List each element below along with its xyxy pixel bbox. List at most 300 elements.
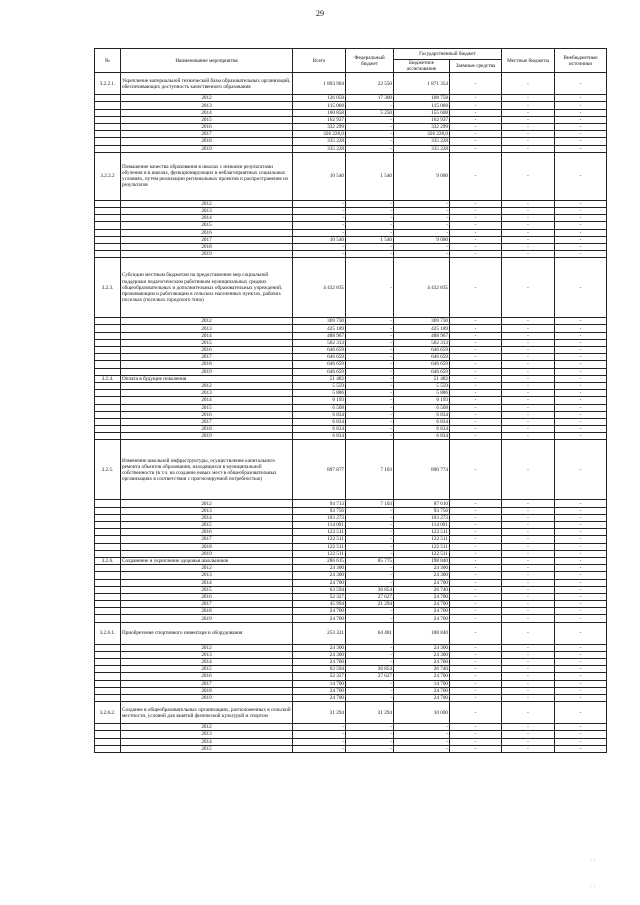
summary-total-cell: 286 615 — [293, 557, 346, 564]
section-row — [95, 557, 607, 564]
total-cell: 5 559 — [293, 382, 346, 389]
summary-state-budget-cell: 9 000 — [394, 152, 450, 200]
year-cell: 2018 — [121, 361, 293, 368]
year-cell: 2014 — [121, 332, 293, 339]
state-budget-cell: 24 700 — [394, 694, 450, 701]
state-budget-cell: - — [394, 724, 450, 731]
header-state-credit: Заемные средства — [450, 60, 502, 73]
table-row — [95, 731, 607, 738]
year-cell: 2013 — [121, 390, 293, 397]
state-budget-cell: 24 300 — [394, 651, 450, 658]
total-cell: 646 659 — [293, 368, 346, 375]
state-budget-cell: 6 834 — [394, 433, 450, 440]
state-credit-cell: - — [450, 433, 502, 440]
year-cell: 2012 — [121, 318, 293, 325]
federal-cell: - — [346, 659, 394, 666]
year-cell: 2017 — [121, 601, 293, 608]
state-credit-cell: - — [450, 95, 502, 102]
summary-local-cell: - — [502, 152, 555, 200]
state-credit-cell: - — [450, 543, 502, 550]
local-cell: - — [502, 608, 555, 615]
state-budget-cell: 26 740 — [394, 586, 450, 593]
empty-code-cell — [95, 529, 121, 536]
local-cell: - — [502, 368, 555, 375]
state-credit-cell: - — [450, 666, 502, 673]
local-cell: - — [502, 601, 555, 608]
offbudget-cell: - — [555, 404, 607, 411]
total-cell: 488 967 — [293, 332, 346, 339]
summary-state-budget-cell: 4 432 835 — [394, 258, 450, 318]
federal-cell: - — [346, 543, 394, 550]
year-cell: 2016 — [121, 124, 293, 131]
table-row — [95, 138, 607, 145]
total-cell: - — [293, 207, 346, 214]
empty-code-cell — [95, 332, 121, 339]
table-row — [95, 601, 607, 608]
state-budget-cell: 26 740 — [394, 666, 450, 673]
header-local: Местные бюджеты — [502, 49, 555, 73]
table-row — [95, 529, 607, 536]
offbudget-cell: - — [555, 529, 607, 536]
header-name: Наименование мероприятия — [121, 49, 293, 73]
empty-code-cell — [95, 382, 121, 389]
local-cell: - — [502, 418, 555, 425]
total-cell: 114 091 — [293, 522, 346, 529]
state-credit-cell: - — [450, 229, 502, 236]
state-budget-cell: 24 700 — [394, 615, 450, 622]
table-row — [95, 615, 607, 622]
year-cell: 2014 — [121, 659, 293, 666]
federal-cell: - — [346, 207, 394, 214]
empty-code-cell — [95, 514, 121, 521]
local-cell: - — [502, 318, 555, 325]
empty-code-cell — [95, 138, 121, 145]
total-cell: 6 834 — [293, 426, 346, 433]
section-code: 3.2.2.1. — [95, 73, 121, 95]
local-cell: - — [502, 694, 555, 701]
state-credit-cell: - — [450, 593, 502, 600]
table-row — [95, 565, 607, 572]
offbudget-cell: - — [555, 615, 607, 622]
table-row — [95, 433, 607, 440]
table-row — [95, 608, 607, 615]
table-row — [95, 102, 607, 109]
year-cell: 2019 — [121, 251, 293, 258]
year-cell: 2012 — [121, 95, 293, 102]
offbudget-cell: - — [555, 145, 607, 152]
year-cell: 2012 — [121, 200, 293, 207]
year-cell: 2019 — [121, 615, 293, 622]
empty-code-cell — [95, 347, 121, 354]
state-credit-cell: - — [450, 347, 502, 354]
state-credit-cell: - — [450, 507, 502, 514]
total-cell: 425 189 — [293, 325, 346, 332]
table-row — [95, 651, 607, 658]
offbudget-cell: - — [555, 745, 607, 752]
offbudget-cell: - — [555, 318, 607, 325]
federal-cell: - — [346, 382, 394, 389]
state-budget-cell: 14 700 — [394, 680, 450, 687]
empty-code-cell — [95, 666, 121, 673]
table-row — [95, 404, 607, 411]
federal-cell: 7 103 — [346, 500, 394, 507]
table-row — [95, 124, 607, 131]
year-cell: 2013 — [121, 507, 293, 514]
state-budget-cell: 24 700 — [394, 659, 450, 666]
empty-code-cell — [95, 251, 121, 258]
table-row — [95, 738, 607, 745]
state-credit-cell: - — [450, 207, 502, 214]
offbudget-cell: - — [555, 514, 607, 521]
state-budget-cell: - — [394, 738, 450, 745]
state-credit-cell: - — [450, 608, 502, 615]
state-credit-cell: - — [450, 522, 502, 529]
local-cell: - — [502, 390, 555, 397]
total-cell: 115 068 — [293, 102, 346, 109]
year-cell: 2012 — [121, 382, 293, 389]
federal-cell: - — [346, 390, 394, 397]
federal-cell: - — [346, 738, 394, 745]
state-budget-cell: 24 700 — [394, 687, 450, 694]
federal-cell: 27 627 — [346, 593, 394, 600]
table-row — [95, 207, 607, 214]
total-cell: 126 058 — [293, 95, 346, 102]
state-budget-cell: 24 300 — [394, 565, 450, 572]
empty-code-cell — [95, 200, 121, 207]
year-cell: 2017 — [121, 236, 293, 243]
federal-cell: - — [346, 529, 394, 536]
section-name: Повышение качества образования в школах с низкими результатами обучения и в школах, функционирующих в неблагоприятных социальных условиях, путем реализации региональных проектов и распространение их результатов — [121, 152, 293, 200]
federal-cell: - — [346, 724, 394, 731]
local-cell: - — [502, 565, 555, 572]
state-credit-cell: - — [450, 222, 502, 229]
state-credit-cell: - — [450, 318, 502, 325]
empty-code-cell — [95, 102, 121, 109]
table-row — [95, 243, 607, 250]
total-cell: 24 300 — [293, 565, 346, 572]
summary-total-cell: 1 893 904 — [293, 73, 346, 95]
local-cell: - — [502, 95, 555, 102]
federal-cell: - — [346, 550, 394, 557]
state-budget-cell: - — [394, 229, 450, 236]
section-row — [95, 702, 607, 724]
state-credit-cell: - — [450, 332, 502, 339]
empty-code-cell — [95, 565, 121, 572]
state-budget-cell: - — [394, 207, 450, 214]
total-cell: 326 228,0 — [293, 131, 346, 138]
table-row — [95, 368, 607, 375]
state-credit-cell: - — [450, 390, 502, 397]
table-row — [95, 543, 607, 550]
section-row — [95, 152, 607, 200]
federal-cell: - — [346, 200, 394, 207]
offbudget-cell: - — [555, 382, 607, 389]
table-row — [95, 536, 607, 543]
summary-state-budget-cell: 10 000 — [394, 702, 450, 724]
offbudget-cell: - — [555, 325, 607, 332]
table-row — [95, 354, 607, 361]
total-cell: 94 713 — [293, 500, 346, 507]
federal-cell: - — [346, 433, 394, 440]
local-cell: - — [502, 572, 555, 579]
state-credit-cell: - — [450, 586, 502, 593]
section-name: Изменение школьной инфраструктуры, осуществление капитального ремонта объектов образования, находящихся в муниципальной собственности (в т.ч. на создание новых мест в общеобразовательных организациях в соответствии с прогнозируемой потребностью) — [121, 440, 293, 500]
state-credit-cell: - — [450, 138, 502, 145]
local-cell: - — [502, 145, 555, 152]
total-cell: - — [293, 738, 346, 745]
empty-code-cell — [95, 109, 121, 116]
offbudget-cell: - — [555, 550, 607, 557]
year-cell: 2016 — [121, 593, 293, 600]
state-budget-cell: 646 659 — [394, 361, 450, 368]
summary-local-cell: - — [502, 73, 555, 95]
table-row — [95, 95, 607, 102]
offbudget-cell: - — [555, 586, 607, 593]
summary-state-credit-cell: - — [450, 440, 502, 500]
section-row — [95, 375, 607, 382]
total-cell: - — [293, 200, 346, 207]
state-credit-cell: - — [450, 361, 502, 368]
summary-total-cell: 253 321 — [293, 622, 346, 644]
empty-code-cell — [95, 543, 121, 550]
total-cell: 646 659 — [293, 354, 346, 361]
local-cell: - — [502, 411, 555, 418]
federal-cell: - — [346, 354, 394, 361]
year-cell: 2018 — [121, 543, 293, 550]
table-row — [95, 659, 607, 666]
table-row — [95, 390, 607, 397]
state-budget-cell: 114 091 — [394, 522, 450, 529]
summary-total-cell: 897 877 — [293, 440, 346, 500]
year-cell: 2012 — [121, 724, 293, 731]
local-cell: - — [502, 615, 555, 622]
year-cell: 2013 — [121, 325, 293, 332]
state-budget-cell: 24 700 — [394, 579, 450, 586]
total-cell: - — [293, 724, 346, 731]
state-budget-cell: 122 511 — [394, 550, 450, 557]
federal-cell: - — [346, 222, 394, 229]
state-budget-cell: - — [394, 215, 450, 222]
empty-code-cell — [95, 651, 121, 658]
local-cell: - — [502, 426, 555, 433]
scan-mark: · · — [590, 858, 596, 864]
local-cell: - — [502, 644, 555, 651]
summary-state-budget-cell: 1 871 354 — [394, 73, 450, 95]
empty-code-cell — [95, 215, 121, 222]
state-budget-cell: 103 273 — [394, 514, 450, 521]
summary-offbudget-cell: - — [555, 702, 607, 724]
empty-code-cell — [95, 411, 121, 418]
section-row — [95, 258, 607, 318]
header-state-budget: Бюджетное ассигнование — [394, 60, 450, 73]
state-budget-cell: - — [394, 731, 450, 738]
total-cell: 14 700 — [293, 680, 346, 687]
year-cell: 2016 — [121, 411, 293, 418]
state-budget-cell: 24 700 — [394, 608, 450, 615]
local-cell: - — [502, 404, 555, 411]
summary-state-credit-cell: - — [450, 622, 502, 644]
federal-cell: - — [346, 680, 394, 687]
federal-cell: 36 854 — [346, 666, 394, 673]
federal-cell: - — [346, 731, 394, 738]
state-credit-cell: - — [450, 514, 502, 521]
header-no: № — [95, 49, 121, 73]
table-row — [95, 332, 607, 339]
offbudget-cell: - — [555, 731, 607, 738]
federal-cell: - — [346, 102, 394, 109]
federal-cell: - — [346, 229, 394, 236]
state-budget-cell: 93 756 — [394, 507, 450, 514]
table-row — [95, 361, 607, 368]
empty-code-cell — [95, 236, 121, 243]
offbudget-cell: - — [555, 673, 607, 680]
summary-local-cell: - — [502, 622, 555, 644]
total-cell: 335 228 — [293, 145, 346, 152]
total-cell: 160 858 — [293, 109, 346, 116]
state-budget-cell: 562 313 — [394, 339, 450, 346]
offbudget-cell: - — [555, 332, 607, 339]
total-cell: 52 327 — [293, 593, 346, 600]
empty-code-cell — [95, 687, 121, 694]
federal-cell: - — [346, 116, 394, 123]
offbudget-cell: - — [555, 222, 607, 229]
empty-code-cell — [95, 572, 121, 579]
federal-cell: - — [346, 426, 394, 433]
local-cell: - — [502, 500, 555, 507]
summary-state-credit-cell: - — [450, 702, 502, 724]
total-cell: 646 659 — [293, 347, 346, 354]
summary-federal-cell: 22 550 — [346, 73, 394, 95]
year-cell: 2017 — [121, 680, 293, 687]
federal-cell: 36 854 — [346, 586, 394, 593]
offbudget-cell: - — [555, 579, 607, 586]
total-cell: 93 756 — [293, 507, 346, 514]
offbudget-cell: - — [555, 361, 607, 368]
empty-code-cell — [95, 243, 121, 250]
offbudget-cell: - — [555, 347, 607, 354]
section-code: 3.2.2.2 — [95, 152, 121, 200]
table-row — [95, 200, 607, 207]
offbudget-cell: - — [555, 666, 607, 673]
federal-cell: - — [346, 651, 394, 658]
empty-code-cell — [95, 426, 121, 433]
local-cell: - — [502, 550, 555, 557]
summary-offbudget-cell: - — [555, 258, 607, 318]
local-cell: - — [502, 109, 555, 116]
section-name: Приобретение спортивного инвентаря и оборудования — [121, 622, 293, 644]
state-credit-cell: - — [450, 673, 502, 680]
total-cell: 122 511 — [293, 550, 346, 557]
offbudget-cell: - — [555, 116, 607, 123]
local-cell: - — [502, 102, 555, 109]
state-credit-cell: - — [450, 738, 502, 745]
empty-code-cell — [95, 404, 121, 411]
empty-code-cell — [95, 724, 121, 731]
total-cell: 103 273 — [293, 514, 346, 521]
summary-state-credit-cell: - — [450, 152, 502, 200]
year-cell: 2018 — [121, 243, 293, 250]
total-cell: - — [293, 251, 346, 258]
total-cell: 24 700 — [293, 694, 346, 701]
table-row — [95, 745, 607, 752]
federal-cell: - — [346, 522, 394, 529]
empty-code-cell — [95, 95, 121, 102]
state-budget-cell: 5 559 — [394, 382, 450, 389]
empty-code-cell — [95, 738, 121, 745]
federal-cell: - — [346, 368, 394, 375]
year-cell: 2013 — [121, 651, 293, 658]
state-credit-cell: - — [450, 109, 502, 116]
year-cell: 2019 — [121, 694, 293, 701]
year-cell: 2015 — [121, 586, 293, 593]
empty-code-cell — [95, 601, 121, 608]
local-cell: - — [502, 361, 555, 368]
local-cell: - — [502, 687, 555, 694]
summary-federal-cell: 85 775 — [346, 557, 394, 564]
offbudget-cell: - — [555, 565, 607, 572]
offbudget-cell: - — [555, 243, 607, 250]
federal-cell: - — [346, 572, 394, 579]
summary-total-cell: 51 482 — [293, 375, 346, 382]
state-budget-cell: 6 508 — [394, 404, 450, 411]
state-credit-cell: - — [450, 124, 502, 131]
offbudget-cell: - — [555, 522, 607, 529]
empty-code-cell — [95, 745, 121, 752]
empty-code-cell — [95, 433, 121, 440]
local-cell: - — [502, 397, 555, 404]
total-cell: 6 834 — [293, 418, 346, 425]
local-cell: - — [502, 507, 555, 514]
federal-cell: - — [346, 332, 394, 339]
summary-offbudget-cell: - — [555, 73, 607, 95]
total-cell: 122 511 — [293, 529, 346, 536]
offbudget-cell: - — [555, 694, 607, 701]
state-budget-cell: 24 300 — [394, 572, 450, 579]
local-cell: - — [502, 354, 555, 361]
summary-federal-cell: 21 294 — [346, 702, 394, 724]
section-row — [95, 440, 607, 500]
state-credit-cell: - — [450, 529, 502, 536]
empty-code-cell — [95, 361, 121, 368]
year-cell: 2017 — [121, 354, 293, 361]
federal-cell: - — [346, 608, 394, 615]
federal-cell: - — [346, 138, 394, 145]
table-row — [95, 251, 607, 258]
state-budget-cell: - — [394, 200, 450, 207]
local-cell: - — [502, 738, 555, 745]
state-credit-cell: - — [450, 325, 502, 332]
summary-local-cell: - — [502, 375, 555, 382]
year-cell: 2019 — [121, 550, 293, 557]
federal-cell: 17 300 — [346, 95, 394, 102]
federal-cell: - — [346, 339, 394, 346]
empty-code-cell — [95, 673, 121, 680]
state-budget-cell: 335 228 — [394, 138, 450, 145]
state-budget-cell: - — [394, 251, 450, 258]
federal-cell: - — [346, 347, 394, 354]
state-credit-cell: - — [450, 565, 502, 572]
state-budget-cell: 332 299 — [394, 124, 450, 131]
table-row — [95, 680, 607, 687]
total-cell: 63 594 — [293, 666, 346, 673]
year-cell: 2019 — [121, 433, 293, 440]
local-cell: - — [502, 382, 555, 389]
federal-cell: - — [346, 514, 394, 521]
offbudget-cell: - — [555, 229, 607, 236]
local-cell: - — [502, 680, 555, 687]
offbudget-cell: - — [555, 354, 607, 361]
state-budget-cell: 488 967 — [394, 332, 450, 339]
